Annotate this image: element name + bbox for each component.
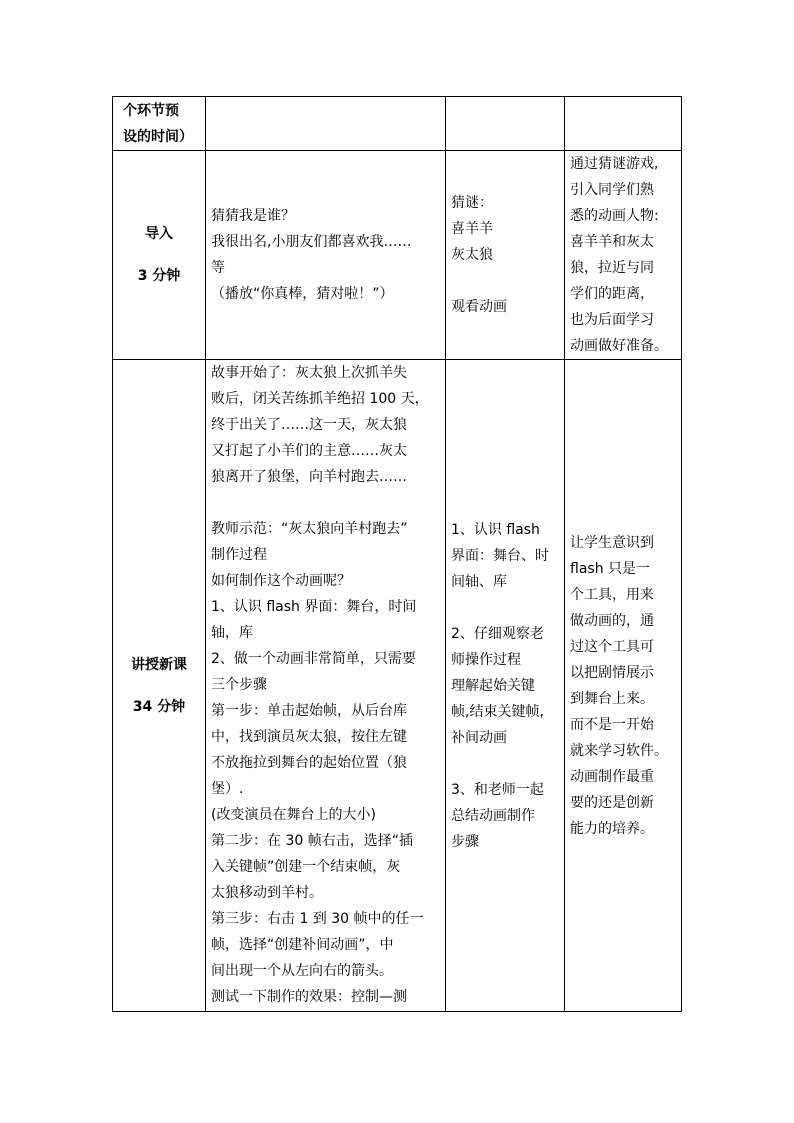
stage-name: 导入: [145, 226, 173, 242]
student-line: 观看动画: [451, 299, 507, 315]
intent-line: 悉的动画人物:: [570, 208, 659, 224]
intent-line: 动画制作最重: [570, 768, 654, 785]
new-lesson-row: [113, 360, 682, 1012]
student-line: 2、仔细观察老: [451, 625, 544, 642]
intent-line: 到舞台上来。: [570, 690, 654, 707]
intent-line: 过这个工具可: [570, 638, 654, 655]
teacher-line: 教师示范：“灰太狼向羊村跑去”: [211, 521, 408, 537]
intent-line: 让学生意识到: [570, 534, 654, 551]
teacher-line: 制作过程: [211, 547, 267, 563]
student-line: 总结动画制作: [451, 807, 535, 824]
student-line: 灰太狼: [451, 247, 493, 263]
design-intent-cell: [565, 151, 682, 360]
intent-line: 就来学习软件。: [570, 742, 668, 759]
stage-cell: [113, 151, 206, 360]
teacher-line: 不放拖拉到舞台的起始位置（狼: [211, 755, 407, 771]
student-line: 界面：舞台、时: [451, 547, 549, 564]
teacher-line: 第二步：在 30 帧右击，选择“插: [211, 833, 413, 849]
spacer: [451, 268, 559, 294]
student-line: 师操作过程: [451, 651, 521, 668]
teacher-line: 如何制作这个动画呢？: [211, 573, 351, 589]
spacer: [211, 490, 440, 516]
teacher-line: 太狼移动到羊村。: [211, 885, 323, 901]
intent-line: 动画做好准备。: [570, 338, 668, 354]
teacher-line: 终于出关了……这一天，灰太狼: [211, 417, 407, 433]
intent-line: 引入同学们熟: [570, 182, 654, 198]
student-line: 步骤: [451, 833, 479, 850]
header-row: [113, 97, 682, 151]
intent-line: 通过猜谜游戏,: [570, 156, 659, 172]
intent-line: 而不是一开始: [570, 716, 654, 733]
teacher-line: 故事开始了：灰太狼上次抓羊失: [211, 365, 407, 381]
student-line: 3、和老师一起: [451, 781, 544, 798]
teacher-line: 狼离开了狼堡，向羊村跑去……: [211, 469, 407, 485]
teacher-line: 1、认识 flash 界面：舞台，时间: [211, 599, 417, 615]
student-line: 1、认识 flash: [451, 521, 540, 538]
stage-time-header: [113, 97, 206, 151]
teacher-line: 第一步：单击起始帧，从后台库: [211, 703, 407, 719]
intent-line: 也为后面学习: [570, 312, 654, 328]
student-line: 猜谜：: [451, 195, 493, 211]
spacer: [451, 751, 559, 777]
intent-line: 要的还是创新: [570, 794, 654, 811]
student-line: 喜羊羊: [451, 221, 493, 237]
empty-header-cell: [446, 97, 565, 151]
intent-line: flash 只是一: [570, 560, 651, 577]
intro-row: [113, 151, 682, 360]
intent-line: 能力的培养。: [570, 820, 654, 837]
student-line: 帧,结束关键帧,: [451, 703, 544, 720]
stage-name: 讲授新课: [131, 656, 187, 673]
header-label-line: 个环节预: [123, 102, 179, 119]
intent-line: 学们的距离，: [570, 286, 654, 302]
intent-line: 喜羊羊和灰太: [570, 234, 654, 250]
teacher-line: 2、做一个动画非常简单，只需要: [211, 651, 416, 667]
lesson-plan-table: [112, 96, 682, 1012]
teacher-line: 猜猜我是谁？: [211, 208, 295, 224]
teacher-line: 我很出名,小朋友们都喜欢我……: [211, 234, 412, 250]
teacher-line: 堡）.: [211, 781, 244, 797]
intent-line: 狼，拉近与同: [570, 260, 654, 276]
stage-time: 3 分钟: [137, 268, 181, 284]
teacher-activity-cell: [206, 360, 446, 1012]
teacher-line: 中，找到演员灰太狼，按住左键: [211, 729, 407, 745]
student-line: 补间动画: [451, 729, 507, 746]
teacher-line: 测试一下制作的效果：控制—测: [211, 989, 407, 1005]
teacher-line: 轴，库: [211, 625, 253, 641]
teacher-line: (改变演员在舞台上的大小): [211, 807, 376, 823]
header-label-line: 设的时间）: [123, 128, 193, 145]
teacher-line: 又打起了小羊们的主意……灰太: [211, 443, 407, 459]
intent-line: 以把剧情展示: [570, 664, 654, 681]
intent-line: 个工具，用来: [570, 586, 654, 603]
empty-header-cell: [206, 97, 446, 151]
intent-line: 做动画的，通: [570, 612, 654, 629]
teacher-line: 三个步骤: [211, 677, 267, 693]
student-line: 间轴、库: [451, 573, 507, 590]
stage-time: 34 分钟: [132, 698, 186, 715]
stage-cell: [113, 360, 206, 1012]
teacher-activity-cell: [206, 151, 446, 360]
teacher-line: 间出现一个从左向右的箭头。: [211, 963, 393, 979]
student-activity-cell: [446, 360, 565, 1012]
empty-header-cell: [565, 97, 682, 151]
student-activity-cell: [446, 151, 565, 360]
teacher-line: 等: [211, 260, 225, 276]
teacher-line: （播放“你真棒，猜对啦！”）: [211, 286, 394, 302]
design-intent-cell: [565, 360, 682, 1012]
student-line: 理解起始关键: [451, 677, 535, 694]
teacher-line: 第三步：右击 1 到 30 帧中的任一: [211, 911, 424, 927]
spacer: [451, 595, 559, 621]
teacher-line: 入关键帧”创建一个结束帧，灰: [211, 859, 401, 875]
teacher-line: 帧，选择“创建补间动画”，中: [211, 937, 394, 953]
teacher-line: 败后，闭关苦练抓羊绝招 100 天，: [211, 391, 429, 407]
